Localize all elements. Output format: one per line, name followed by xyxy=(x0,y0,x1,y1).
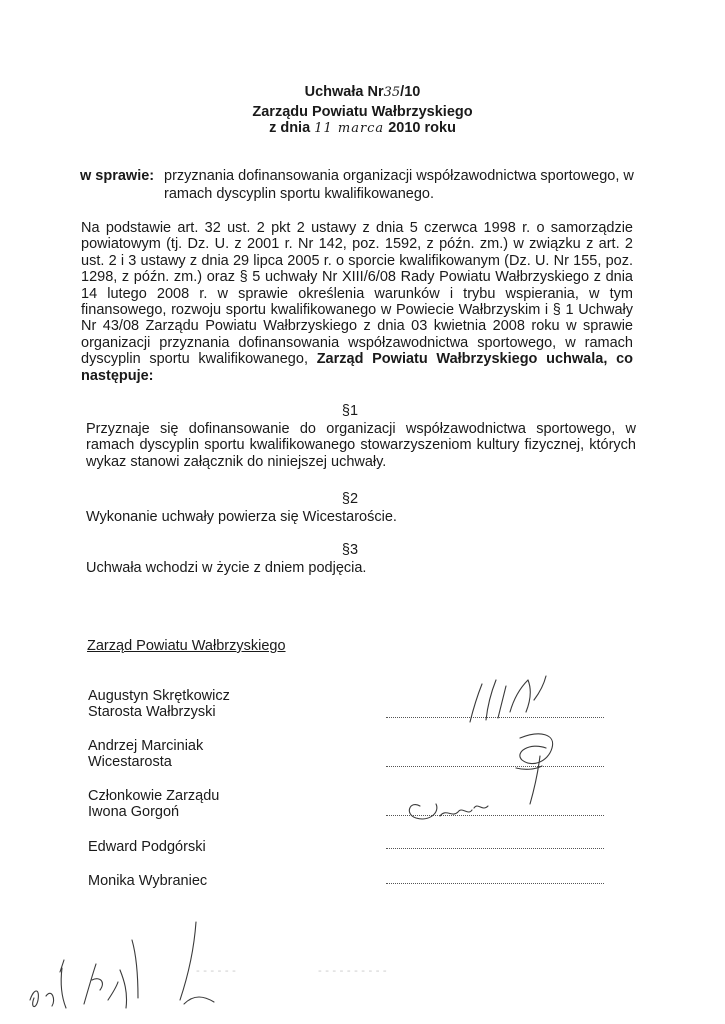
signature-line-4 xyxy=(386,847,604,849)
signature-line-2 xyxy=(386,765,604,767)
member-1 xyxy=(88,688,230,720)
member-4-name: Edward Podgórski xyxy=(88,839,206,855)
legal-basis xyxy=(81,220,633,384)
subject-text: przyznania dofinansowania organizacji współzawodnictwa sportowego, w ramach dyscyplin sportu kwalifikowanego. xyxy=(164,168,634,202)
legal-basis-resolution-clause: Zarząd Powiatu Wałbrzyskiego uchwala, co następuje: xyxy=(81,351,634,384)
section-1-text: Przyznaje się dofinansowanie do organizacji współzawodnictwa sportowego, w ramach dyscyplin sportu kwalifikowanego stowarzyszeniom kultury fizycznej, których wykaz stanowi załącznik do niniejszej uchwały. xyxy=(86,421,636,470)
title-suffix: /10 xyxy=(400,84,421,100)
signature-line-3 xyxy=(386,814,604,816)
resolution-title xyxy=(0,84,725,100)
initials-3 xyxy=(180,922,214,1004)
signature-line-5 xyxy=(386,882,604,884)
issuing-authority: Zarządu Powiatu Wałbrzyskiego xyxy=(252,104,473,120)
section-1-number: §1 xyxy=(341,403,359,419)
initials-2 xyxy=(84,940,138,1008)
faint-stamp-right: ‑ ‑ ‑ ‑ ‑ ‑ ‑ ‑ ‑ ‑ xyxy=(318,964,387,977)
member-5 xyxy=(88,873,207,889)
signature-line-1 xyxy=(386,716,604,718)
member-3-name: Członkowie Zarządu xyxy=(88,788,220,804)
date-handwritten: 11 marca xyxy=(314,121,385,136)
signature-3 xyxy=(409,804,488,819)
legal-basis-text: Na podstawie art. 32 ust. 2 pkt 2 ustawy z dnia 5 czerwca 1998 r. o samorządzie powiatowym (tj. Dz. U. z 2001 r. Nr 142, poz. 1592, z późn. zm.) w związku z art. 2 ust. 2 i 3 ustawy z dnia 29 lipca 2005 r. o sporcie kwalifikowanym (Dz. U. Nr 155, poz. 1298, z późn. zm.) oraz § 5 uchwały Nr XIII/6/08 Rady Powiatu Wałbrzyskiego z dnia 14 lutego 2008 r. w sprawie określenia warunków i trybu wspierania, w tym finansowego, rozwoju sportu kwalifikowanego w Powiecie Wałbrzyskim i § 1 Uchwały Nr 43/08 Zarządu Powiatu Wałbrzyskiego z dnia 03 kwietnia 2008 roku w sprawie organizacji przyznania dofinansowania współzawodnictwa sportowego, w ramach dyscyplin sportu kwalifikowanego, xyxy=(81,220,633,368)
member-5-name: Monika Wybraniec xyxy=(88,873,208,889)
member-3-role: Iwona Gorgoń xyxy=(88,804,180,820)
title-prefix: Uchwała Nr xyxy=(304,84,384,100)
member-4 xyxy=(88,839,206,855)
subject-block xyxy=(80,167,640,203)
member-2 xyxy=(88,738,203,770)
member-3 xyxy=(88,788,219,820)
section-3-number: §3 xyxy=(341,542,359,558)
board-heading: Zarząd Powiatu Wałbrzyskiego xyxy=(87,638,286,654)
resolution-date xyxy=(0,120,725,136)
subject-label: w sprawie: xyxy=(80,168,155,184)
date-prefix: z dnia xyxy=(269,120,311,136)
date-suffix: 2010 roku xyxy=(388,120,456,136)
signature-2 xyxy=(516,734,553,804)
section-2-number: §2 xyxy=(341,491,359,507)
member-1-name: Augustyn Skrętkowicz xyxy=(88,688,230,704)
section-2-text: Wykonanie uchwały powierza się Wicestaroście. xyxy=(86,509,397,525)
initials-1 xyxy=(30,960,66,1008)
faint-stamp-left: ‑ ‑ ‑ ‑ ‑ ‑ xyxy=(196,964,236,977)
member-2-role: Wicestarosta xyxy=(88,754,172,770)
member-2-name: Andrzej Marciniak xyxy=(88,738,204,754)
resolution-number-handwritten: 35 xyxy=(383,85,401,100)
member-1-role: Starosta Wałbrzyski xyxy=(88,704,216,720)
section-3-text: Uchwała wchodzi w życie z dniem podjęcia. xyxy=(86,560,367,576)
